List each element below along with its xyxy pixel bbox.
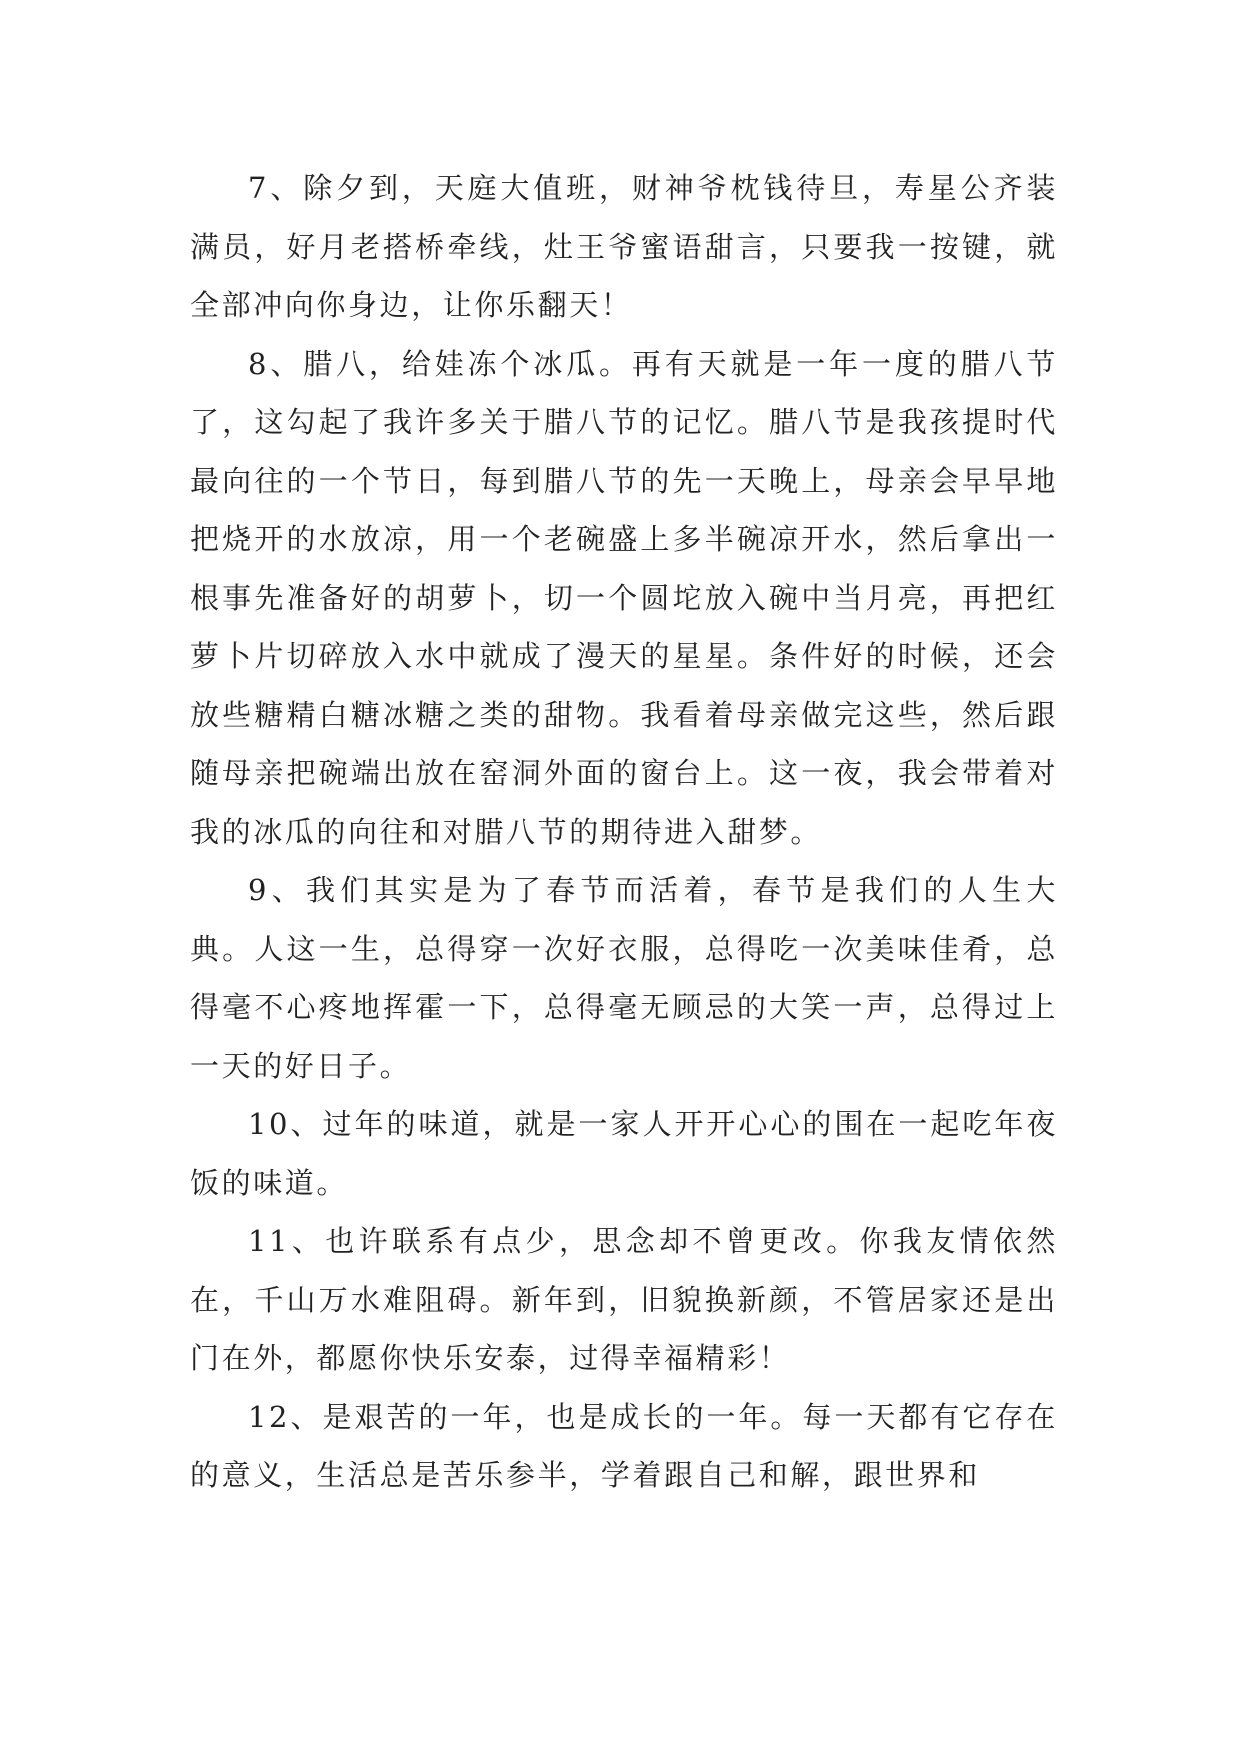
document-body: [190, 159, 1058, 1505]
paragraph-8: 8、腊八，给娃冻个冰瓜。再有天就是一年一度的腊八节了，这勾起了我许多关于腊八节的记忆。腊八节是我孩提时代最向往的一个节日，每到腊八节的先一天晚上，母亲会早早地把烧开的水放凉，用一个老碗盛上多半碗凉开水，然后拿出一根事先准备好的胡萝卜，切一个圆坨放入碗中当月亮，再把红萝卜片切碎放入水中就成了漫天的星星。条件好的时候，还会放些糖精白糖冰糖之类的甜物。我看着母亲做完这些，然后跟随母亲把碗端出放在窑洞外面的窗台上。这一夜，我会带着对我的冰瓜的向往和对腊八节的期待进入甜梦。: [190, 346, 1058, 849]
paragraph-10: 10、过年的味道，就是一家人开开心心的围在一起吃年夜饭的味道。: [190, 1107, 1058, 1200]
paragraph-12: 12、是艰苦的一年，也是成长的一年。每一天都有它存在的意义，生活总是苦乐参半，学着跟自己和解，跟世界和: [190, 1399, 1058, 1492]
paragraph-7: 7、除夕到，天庭大值班，财神爷枕钱待旦，寿星公齐装满员，好月老搭桥牵线，灶王爷蜜语甜言，只要我一按键，就全部冲向你身边，让你乐翻天！: [190, 171, 1058, 322]
paragraph-11: 11、也许联系有点少，思念却不曾更改。你我友情依然在，千山万水难阻碍。新年到，旧貌换新颜，不管居家还是出门在外，都愿你快乐安泰，过得幸福精彩！: [190, 1224, 1058, 1375]
paragraph-9: 9、我们其实是为了春节而活着，春节是我们的人生大典。人这一生，总得穿一次好衣服，总得吃一次美味佳肴，总得毫不心疼地挥霍一下，总得毫无顾忌的大笑一声，总得过上一天的好日子。: [190, 873, 1058, 1083]
